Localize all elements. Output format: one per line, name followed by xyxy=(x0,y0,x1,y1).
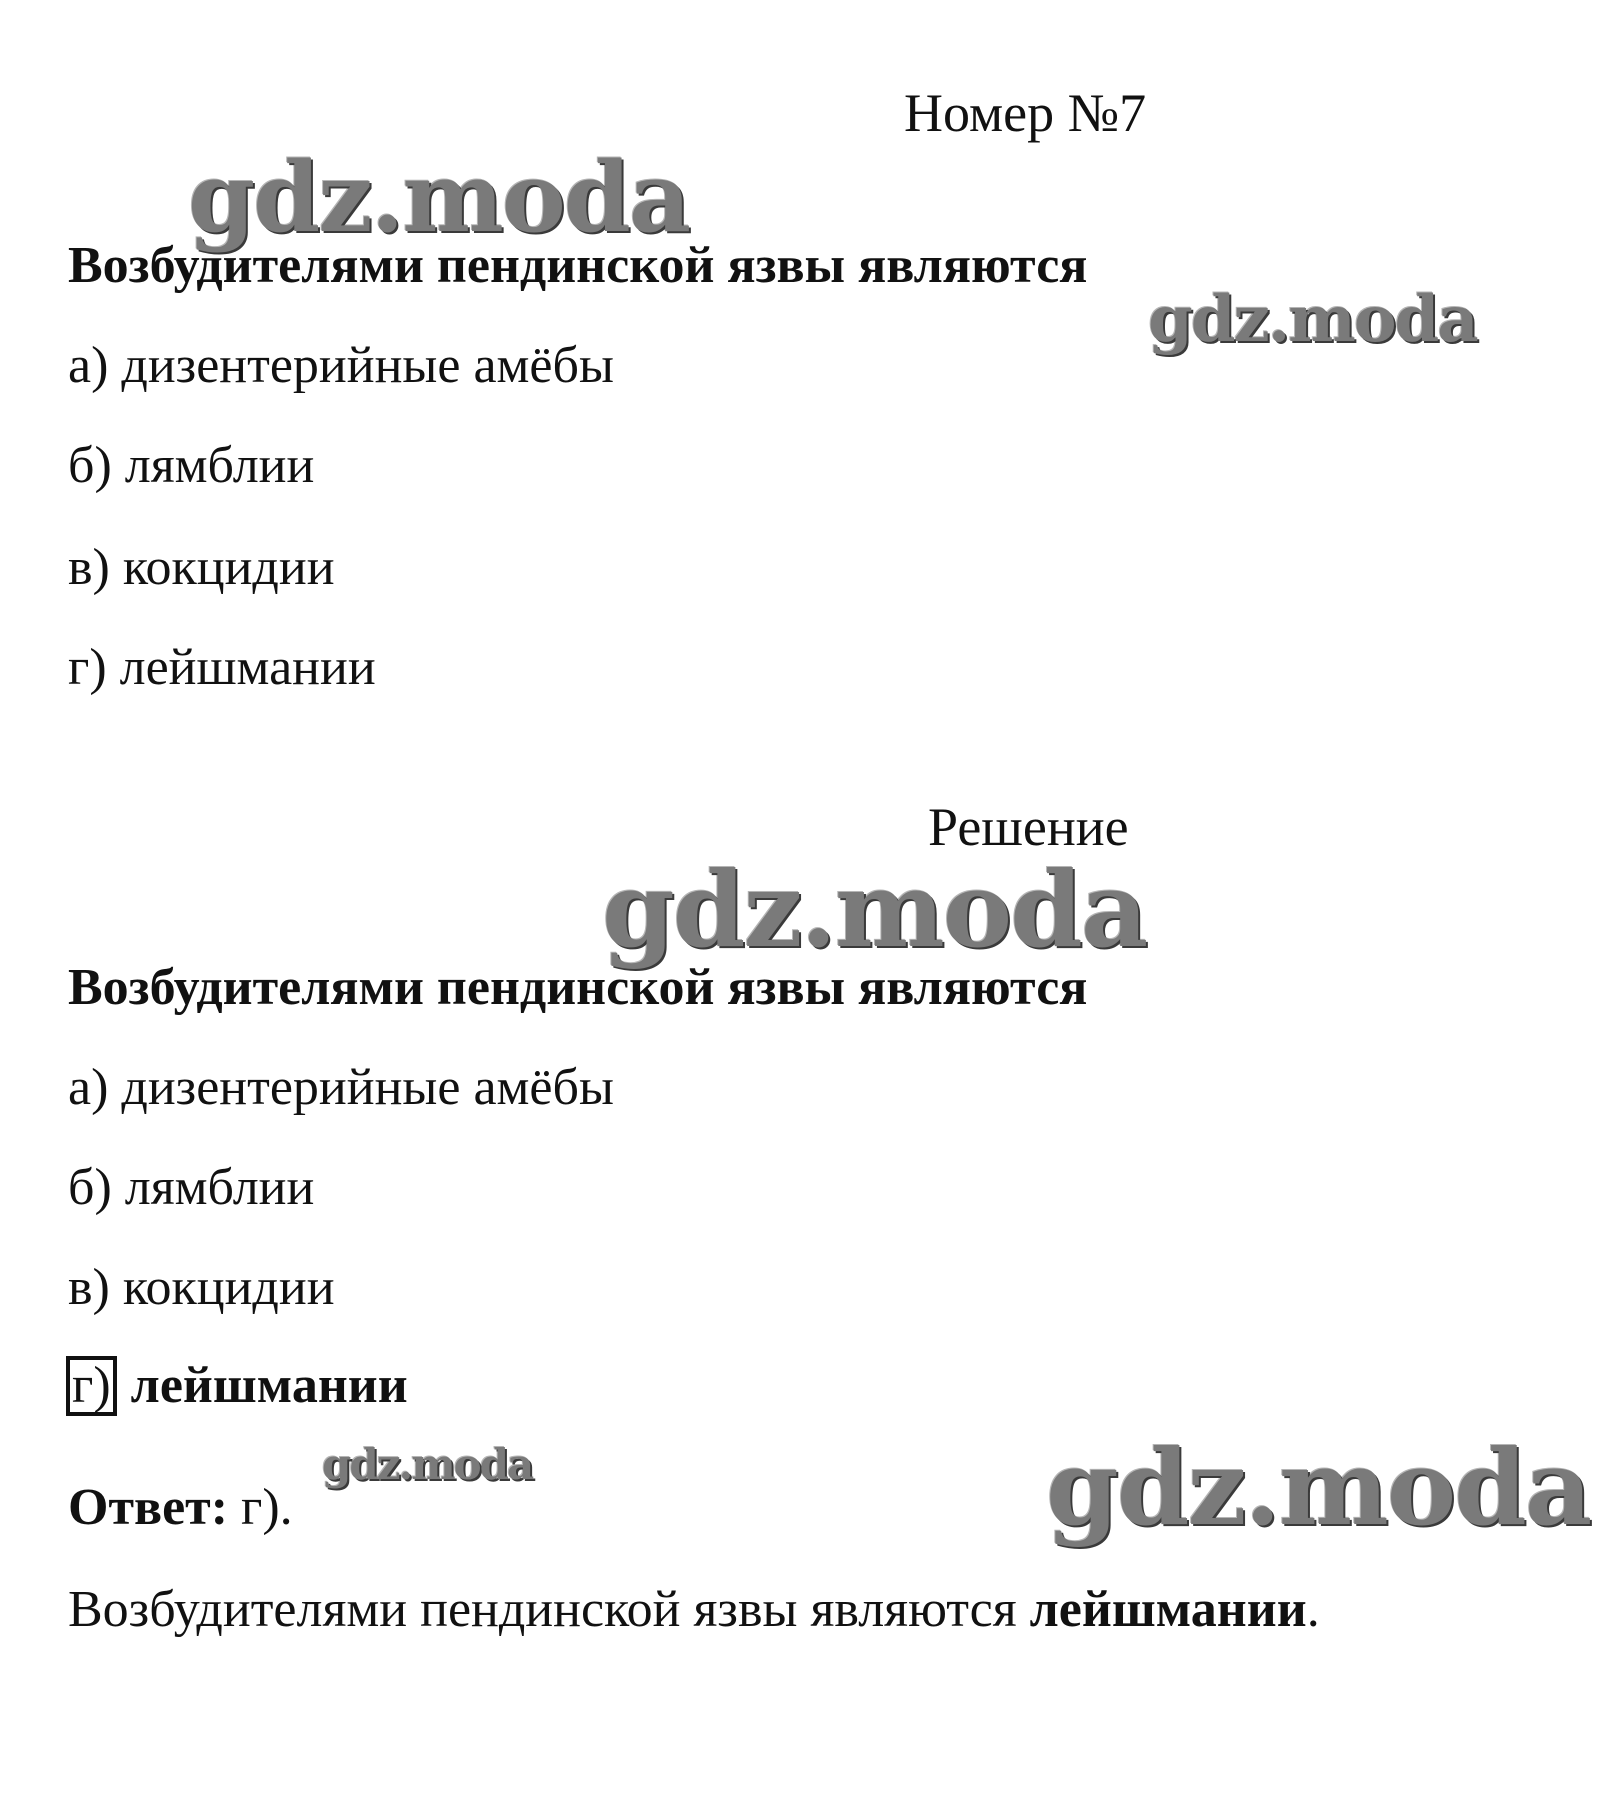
solution-option-a: а) дизентерийные амёбы xyxy=(68,1059,614,1116)
answer-line xyxy=(68,1479,293,1536)
explanation-suffix: . xyxy=(1306,1581,1320,1638)
task-option-b: б) лямблии xyxy=(68,437,315,494)
selected-letter-box: г) xyxy=(66,1356,117,1416)
task-option-a: а) дизентерийные амёбы xyxy=(68,337,614,394)
watermark-5: gdz.moda xyxy=(1046,1426,1591,1549)
solution-question: Возбудителями пендинской язвы являются xyxy=(68,959,1088,1016)
task-number-title: Номер №7 xyxy=(904,83,1147,143)
solution-option-b: б) лямблии xyxy=(68,1159,315,1216)
task-question: Возбудителями пендинской язвы являются xyxy=(68,237,1088,294)
watermark-2: gdz.moda xyxy=(1148,282,1477,357)
watermark-4: gdz.moda xyxy=(322,1440,533,1489)
answer-value: г). xyxy=(241,1479,293,1536)
selected-option-text: лейшмании xyxy=(130,1357,408,1414)
solution-title: Решение xyxy=(928,797,1129,857)
explanation-prefix: Возбудителями пендинской язвы являются xyxy=(68,1581,1030,1638)
explanation-bold: лейшмании xyxy=(1029,1581,1307,1638)
solution-selected-option xyxy=(66,1356,408,1416)
answer-label: Ответ: xyxy=(68,1479,229,1536)
explanation-line xyxy=(68,1581,1320,1638)
task-option-d: г) лейшмании xyxy=(68,639,376,696)
watermark-3: gdz.moda xyxy=(602,848,1147,971)
watermark-1: gdz.moda xyxy=(188,141,690,254)
task-option-c: в) кокцидии xyxy=(68,539,335,596)
solution-option-c: в) кокцидии xyxy=(68,1259,335,1316)
